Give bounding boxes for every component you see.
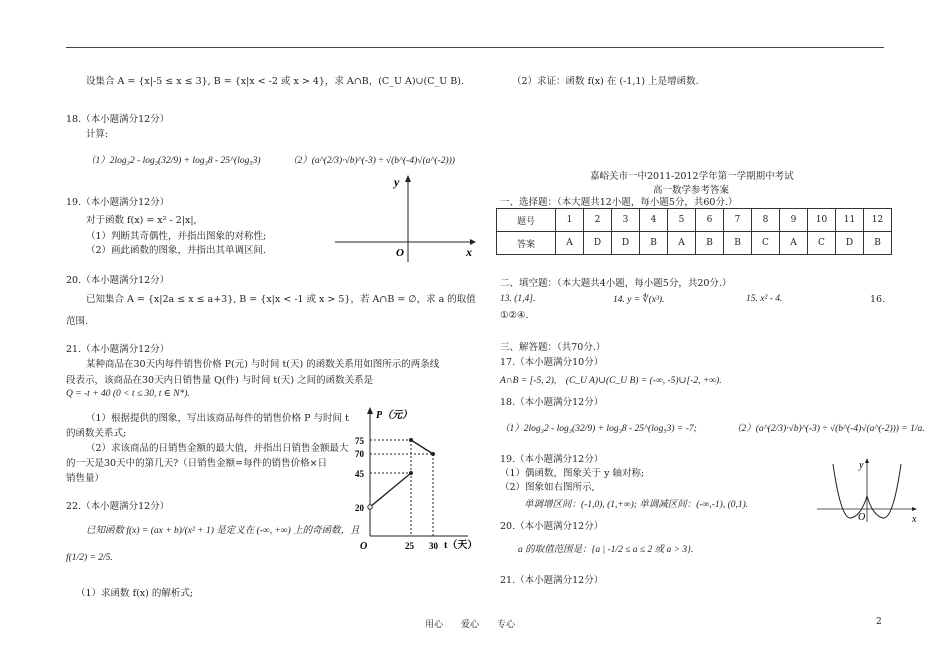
table-cell: 11 [836,209,864,232]
y-axis-arrow [405,175,411,182]
table-cell: 7 [724,209,752,232]
tick-45: 45 [355,469,364,479]
x-label: x [466,245,472,259]
segment-1 [370,473,411,507]
sketch-x-arrow [912,507,917,511]
answer-16-label: 16. [870,294,886,305]
r20-heading: 20.（本小题满分12分） [500,521,604,532]
table-cell: B [696,232,724,255]
table-row-answers [497,232,892,255]
q21-part2b: 的一天是30天中的第几天?（日销售金额=每件的销售价格×日 [66,458,328,469]
table-cell: B [724,232,752,255]
table-cell: 4 [640,209,668,232]
q19-part2: （2）画此函数的图象，并指出其单调区间. [86,245,267,256]
footer-slogan: 用心 爱心 专心 [425,620,516,630]
q19-part1: （1）判断其奇偶性，并指出图象的对称性; [86,231,267,242]
choice-answer-table [496,208,892,255]
table-cell: 2 [584,209,612,232]
tick-t30: 30 [429,541,438,551]
q17-text: 设集合 A = {x|-5 ≤ x ≤ 3}, B = {x|x < -2 或 x > 4}，求 A∩B，(C_U A)∪(C_U B). [86,76,464,87]
table-cell: C [752,232,780,255]
table-cell: D [836,232,864,255]
p-axis-label: P（元） [376,410,413,421]
q22-heading: 22.（本小题满分12分） [66,501,170,512]
sketch-y-arrow [865,458,869,463]
section-1-heading: 一、选择题：（本大题共12小题，每小题5分，共60分.） [500,197,738,208]
price-origin-label: O [360,541,368,552]
q18-part2: （2）(a^(2/3)·√b)^(-3) ÷ √(b^(-4)√(a^(-2))) [288,156,455,166]
q21-part2c: 销售量） [66,473,105,484]
r21-heading: 21.（本小题满分12分） [500,575,604,586]
r18-heading: 18.（本小题满分12分） [500,397,604,408]
table-cell: A [556,232,584,255]
dot-seg2-end [431,452,435,456]
r17-heading: 17.（本小题满分10分） [500,357,604,368]
section-2-heading: 二、填空题：（本大题共4小题，每小题5分，共20分.） [500,278,732,289]
q20-line2: 范围. [66,316,89,327]
table-cell: C [808,232,836,255]
r19-graph-figure [815,456,921,524]
answer-title: 嘉峪关市一中2011-2012学年第一学期期中考试 [590,171,794,182]
dot-seg2-start [409,438,413,442]
q18-heading: 18.（本小题满分12分） [66,114,170,125]
table-cell: 6 [696,209,724,232]
table-cell: A [668,232,696,255]
open-dot-start [368,505,372,509]
table-header-answer: 答案 [497,232,556,255]
table-cell: D [612,232,640,255]
table-row-numbers [497,209,892,232]
header-rule [66,47,884,48]
table-cell: 3 [612,209,640,232]
q22-line1: 已知函数 f(x) = (ax + b)/(x² + 1) 是定义在 (-∞, +∞) 上的奇函数，且 [86,526,360,536]
q21-para1: 某种商品在30天内每件销售价格 P(元) 与时间 t(天) 的函数关系用如图所示的两条线 [86,359,440,370]
tick-t25: 25 [405,541,414,551]
table-cell: 5 [668,209,696,232]
q21-heading: 21.（本小题满分12分） [66,344,170,355]
tick-20: 20 [355,503,364,513]
q19-axes-figure [330,172,480,264]
tick-70: 70 [355,449,364,459]
segment-2 [411,440,433,454]
r17-answer: A∩B = [-5, 2), (C_U A)∪(C_U B) = (-∞, -5)∪[-2, +∞). [500,376,722,386]
q22-line2: f(1/2) = 2/5. [66,553,113,563]
table-cell: 9 [780,209,808,232]
tick-75: 75 [355,436,364,446]
r19-part1: （1）偶函数，图象关于 y 轴对称; [500,468,645,479]
r20-answer: a 的取值范围是：{a | -1/2 ≤ a ≤ 2 或 a > 3}. [518,545,694,555]
answer-13: 13. (1,4]. [500,294,536,304]
r18-answer-2: （2）(a^(2/3)·√b)^(-3) ÷ √(b^(-4)√(a^(-2))) = 1/a. [732,424,925,434]
r19-part2: （2）图象如右图所示, [500,482,595,493]
table-cell: 12 [864,209,892,232]
dot-seg1-end [409,471,413,475]
table-cell: B [640,232,668,255]
table-cell: 8 [752,209,780,232]
q21-part1a: （1）根据提供的图象，写出该商品每件的销售价格 P 与时间 t [86,413,349,424]
q21-part1b: 的函数关系式; [66,428,127,439]
table-cell: B [864,232,892,255]
t-axis-label: t（天） [444,540,478,551]
q22-part1: （1）求函数 f(x) 的解析式; [76,588,194,599]
q18-instruction: 计算: [86,129,109,140]
answer-15: 15. x² - 4. [746,294,783,304]
q20-heading: 20.（本小题满分12分） [66,275,170,286]
r19-part3: 单调增区间：(-1,0), (1,+∞); 单调减区间：(-∞,-1), (0,1). [524,500,749,510]
price-time-figure [350,404,480,552]
q22-part2: （2）求证：函数 f(x) 在 (-1,1) 上是增函数. [512,76,699,87]
table-cell: 1 [556,209,584,232]
section-3-heading: 三、解答题：（共70分.） [500,342,606,353]
sketch-x-label: x [912,514,917,524]
table-cell: D [584,232,612,255]
q19-function: 对于函数 f(x) = x² - 2|x|, [86,215,197,226]
q21-para2: 段表示，该商品在30天内日销售量 Q(件) 与时间 t(天) 之间的函数关系是 [66,375,374,386]
r18-answer-1: （1）2log₃2 - log₃(32/9) + log₃8 - 25^(log₅3) = -7; [500,424,697,434]
q21-part2a: （2）求该商品的日销售金额的最大值，并指出日销售金额最大 [86,443,349,454]
q19-heading: 19.（本小题满分12分） [66,197,170,208]
answer-subtitle: 高一数学参考答案 [653,185,730,196]
table-header-number: 题号 [497,209,556,232]
p-axis-arrow [367,407,373,414]
sketch-origin-label: O [858,512,866,523]
y-label: y [394,175,400,189]
r19-heading: 19.（本小题满分12分） [500,454,604,465]
q21-para3: Q = -t + 40 (0 < t ≤ 30, t ∈ N*). [66,389,190,399]
q20-line1: 已知集合 A = {x|2a ≤ x ≤ a+3}, B = {x|x < -1 或 x > 5}，若 A∩B = ∅，求 a 的取值 [86,294,476,305]
origin-label: O [396,247,404,259]
q18-part1: （1）2log₃2 - log₃(32/9) + log₃8 - 25^(log₅3) [86,156,261,166]
table-cell: A [780,232,808,255]
page-number: 2 [876,617,882,627]
answer-14: 14. y = ∜(x³). [613,295,665,305]
sketch-y-label: y [859,460,864,471]
answer-16-value: ①②④. [500,310,529,321]
table-cell: 10 [808,209,836,232]
